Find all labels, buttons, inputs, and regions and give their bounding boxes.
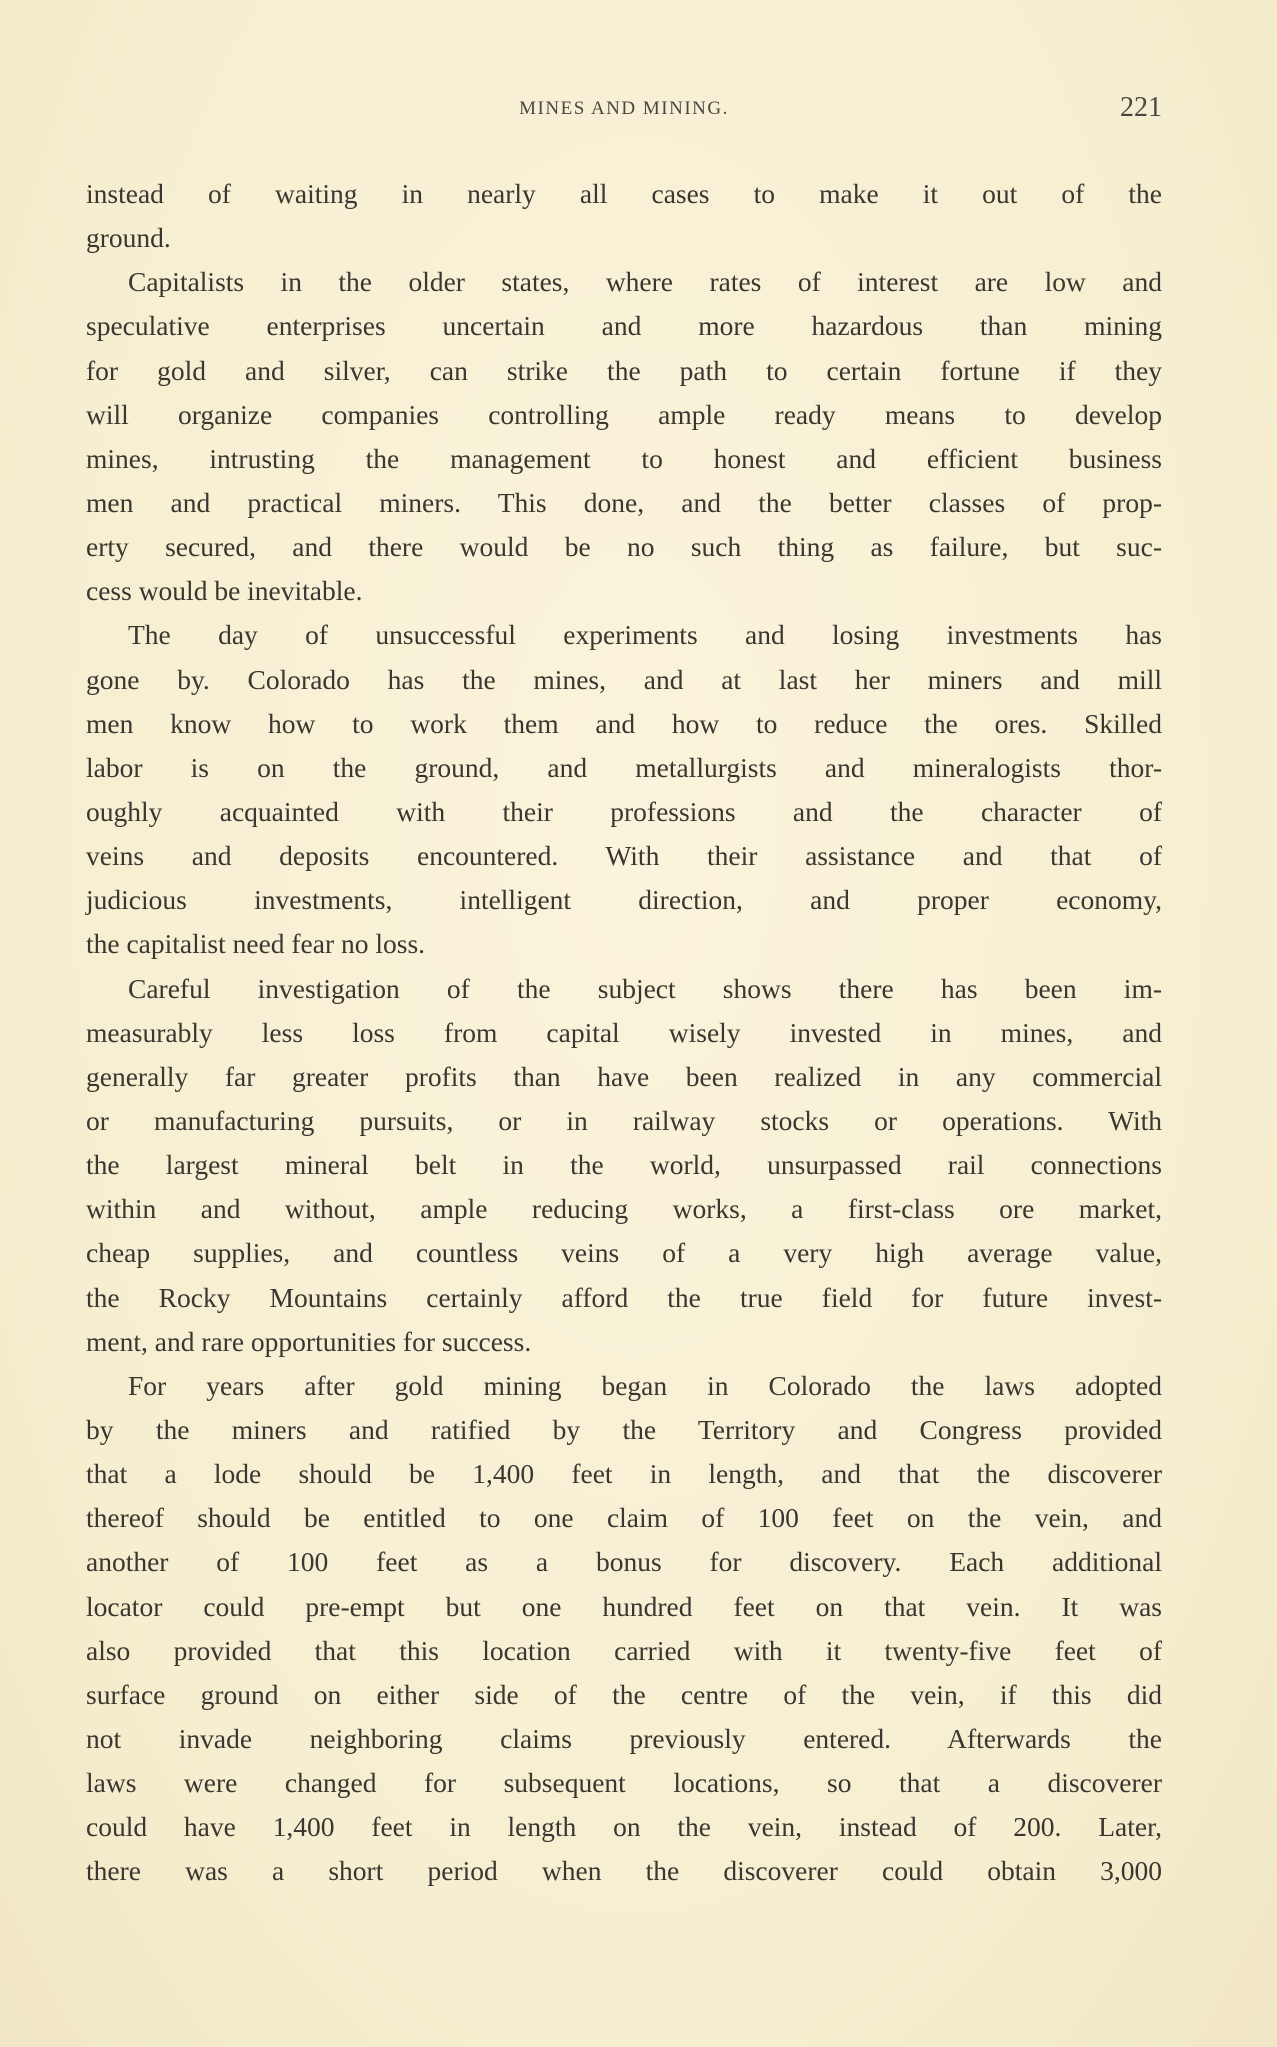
text-line: not invade neighboring claims previously entered. Afterwards the [86,1722,1162,1754]
text-line: will organize companies controlling ample ready means to develop [86,398,1162,430]
text-line: could have 1,400 feet in length on the vein, instead of 200. Later, [86,1811,1162,1843]
text-line: generally far greater profits than have been realized in any commercial [86,1060,1162,1092]
text-line: the capitalist need fear no loss. [86,928,426,960]
text-line: labor is on the ground, and metallurgists and mineralogists thor- [86,751,1162,783]
text-line: Capitalists in the older states, where rates of interest are low and [128,266,1162,298]
paragraph [86,613,1162,966]
text-line: instead of waiting in nearly all cases to make it out of the [86,178,1162,209]
text-line: also provided that this location carried with it twenty-five feet of [86,1634,1162,1666]
text-line: speculative enterprises uncertain and more hazardous than mining [86,310,1162,342]
paragraph [86,1364,1162,1894]
text-line: veins and deposits encountered. With their assistance and that of [86,840,1162,872]
text-line: The day of unsuccessful experiments and losing investments has [128,619,1162,651]
paragraph [86,967,1162,1364]
page-header [86,92,1162,132]
text-line: another of 100 feet as a bonus for discovery. Each additional [86,1546,1162,1578]
text-line: erty secured, and there would be no such thing as failure, but suc- [86,531,1162,563]
text-line: the largest mineral belt in the world, unsurpassed rail connections [86,1149,1162,1181]
text-line: within and without, ample reducing works, a first-class ore market, [86,1193,1162,1225]
text-line: mines, intrusting the management to honest and efficient business [86,442,1162,474]
page-number: 221 [1120,92,1162,123]
paragraph [86,260,1162,613]
text-line: thereof should be entitled to one claim of 100 feet on the vein, and [86,1502,1162,1534]
text-line: laws were changed for subsequent locations, so that a discoverer [86,1767,1162,1799]
text-line: by the miners and ratified by the Territory and Congress provided [86,1413,1162,1445]
text-line: men and practical miners. This done, and the better classes of prop- [86,486,1162,518]
text-line: surface ground on either side of the centre of the vein, if this did [86,1678,1162,1710]
text-line: cheap supplies, and countless veins of a very high average value, [86,1237,1162,1269]
text-line: ground. [86,222,171,254]
text-line: measurably less loss from capital wisely invested in mines, and [86,1016,1162,1048]
text-line: for gold and silver, can strike the path to certain fortune if they [86,354,1162,386]
body-text [86,172,1162,1893]
text-line: or manufacturing pursuits, or in railway stocks or operations. With [86,1104,1162,1136]
text-line: the Rocky Mountains certainly afford the true field for future invest- [86,1281,1162,1313]
text-line: For years after gold mining began in Colorado the laws adopted [128,1369,1162,1401]
text-line: ment, and rare opportunities for success. [86,1325,532,1357]
text-line: men know how to work them and how to reduce the ores. Skilled [86,707,1162,739]
text-line: oughly acquainted with their professions and the character of [86,795,1162,827]
text-line: locator could pre-empt but one hundred feet on that vein. It was [86,1590,1162,1622]
text-line: gone by. Colorado has the mines, and at last her miners and mill [86,663,1162,695]
text-line: judicious investments, intelligent direction, and proper economy, [86,884,1162,916]
text-line: that a lode should be 1,400 feet in length, and that the discoverer [86,1458,1162,1490]
paragraph [86,172,1162,260]
text-line: there was a short period when the discoverer could obtain 3,000 [86,1855,1162,1887]
text-line: cess would be inevitable. [86,575,363,607]
text-line: Careful investigation of the subject shows there has been im- [128,972,1162,1004]
running-head: MINES AND MINING. [519,98,729,119]
